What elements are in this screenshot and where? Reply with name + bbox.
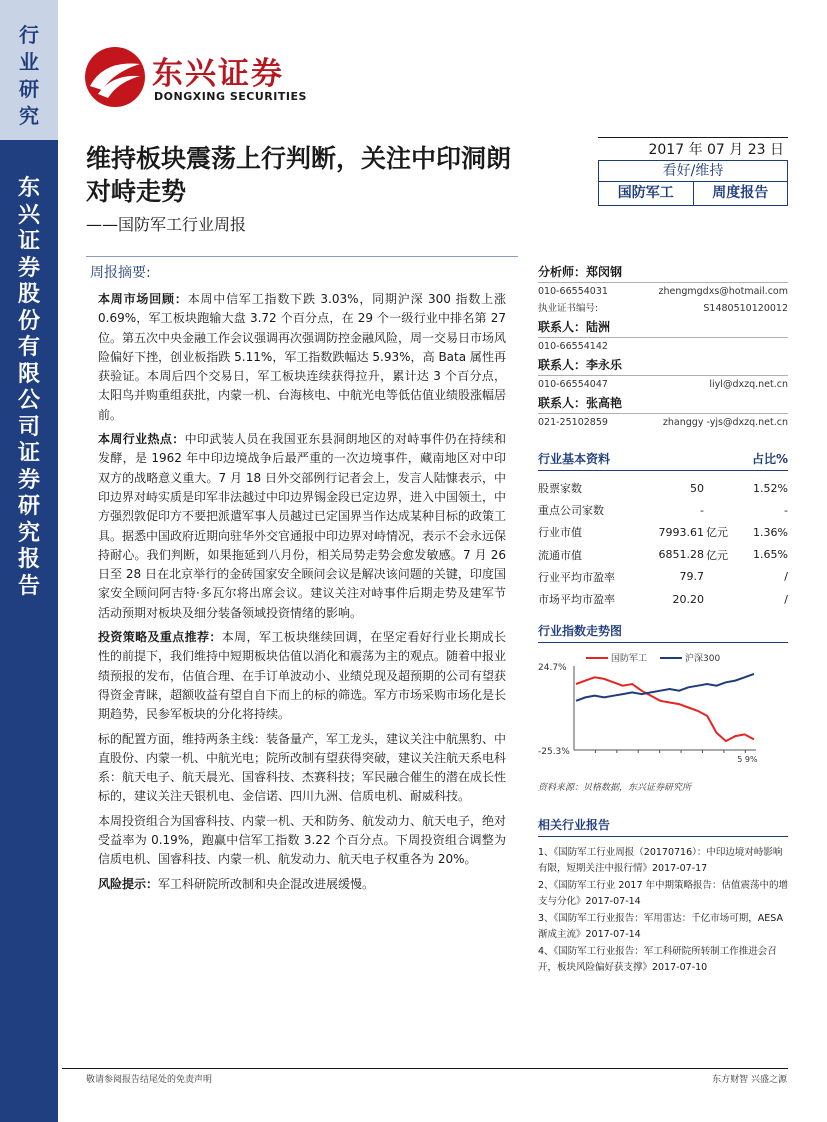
index-chart-section (538, 622, 788, 764)
analyst-name: 分析师：郑闵钢 (538, 265, 623, 279)
legend-label: 国防军工 (611, 654, 648, 664)
stat-unit (704, 477, 738, 499)
related-header (538, 816, 788, 837)
sidebar-char: 份 (17, 308, 40, 334)
paragraph-text: 本周中信军工指数下跌 3.03%，同期沪深 300 指数上涨 0.69%，军工板块跑输大盘 3.72 个百分点，在 29 个一级行业中排名第 27 位。第五次中央金融工作会议强调再次强调防控金融风险，周一交易日市场风险偏好下挫，创业板指跌 5.11%，军工指数跌幅达 5.93%，高 Bata 属性再获验证。本周后四个交易日，军工板块连续获得拉升，累计达 3 个百分点，太阳鸟并购重组获批，内蒙一机、台海核电、中航光电等低估值业绩股涨幅居前。 (98, 292, 507, 422)
stat-label: 行业平均市盈率 (538, 570, 615, 584)
contact-row (538, 338, 788, 355)
stat-unit: 亿元 (706, 526, 728, 540)
list-item[interactable]: 2、《国防军工行业 2017 年中期策略报告：估值震荡中的增支与分化》2017-07-14 (538, 880, 789, 907)
stat-unit (704, 566, 738, 588)
stat-pct: 1.65% (753, 548, 788, 562)
paragraph-lead: 风险提示： (98, 876, 159, 891)
list-item[interactable]: 1、《国防军工行业周报（20170716）：中印边境对峙影响有限，短期关注中报行情》2017-07-17 (538, 847, 783, 874)
contact-name: 联系人：张高艳 (538, 396, 623, 410)
sidebar-char: 业 (19, 50, 39, 74)
sidebar-char: 限 (17, 361, 40, 387)
tag-industry: 国防军工 (598, 182, 694, 206)
report-date: 2017 年 07 月 23 日 (648, 142, 784, 158)
sidebar-char: 公 (17, 388, 40, 413)
sidebar-char: 告 (17, 573, 40, 599)
stat-value: - (700, 503, 704, 517)
report-title: 维持板块震荡上行判断，关注中印洞朗对峙走势 (86, 144, 512, 206)
dongxing-logo-icon (84, 46, 146, 108)
report-subtitle: ——国防军工行业周报 (86, 215, 247, 234)
paragraph-text: 中印武装人员在我国亚东县洞朗地区的对峙事件仍在持续和发酵，是 1962 年中印边境战争后最严重的一次边境事件，藏南地区对中印双方的战略意义重大。7 月 18 日外交部例行记者会上，发言人陆慷表示，中印边界对峙实质是印军非法越过中印边界锡金段已定边界，进入中国领土，中方强烈敦促印方不要把派遣军事人员越过已定国界当作达成某种目标的政策工具。据悉中国政府近期向驻华外交官通报中印边界对峙情况，表示不会永远保持耐心。我们判断，如果拖延到八月份，相关局势走势会愈发敏感。7 月 26 日至 28 日在北京举行的金砖国家安全顾问会议是解决该问题的关键，印度国家安全顾问阿吉特·多瓦尔将出席会议。建议关注对峙事件后期走势及建军节活动预期对板块及细分装备领域投资情绪的影响。 (98, 432, 507, 620)
paragraph-text: 军工科研院所改制和央企混改进展缓慢。 (158, 876, 375, 891)
paragraph-lead: 本周行业热点： (98, 432, 185, 447)
sidebar-char: 有 (17, 335, 40, 360)
paragraph-market-review (98, 290, 506, 425)
x-tick-label: 5 9% (737, 755, 758, 764)
contact-name: 联系人：陆洲 (538, 320, 611, 334)
sidebar-company-label (0, 176, 58, 600)
stat-value: 20.20 (672, 592, 704, 606)
contact-row (538, 414, 788, 431)
sidebar-char: 研 (19, 77, 39, 101)
paragraph-portfolio (98, 812, 506, 870)
contact-email[interactable]: zhengmgdxs@hotmail.com (658, 286, 788, 297)
stat-pct: - (784, 503, 788, 517)
stat-value: 79.7 (679, 570, 704, 584)
y-tick-label: -25.3% (538, 747, 570, 757)
stat-label: 重点公司家数 (538, 504, 604, 518)
contact-phone: 010-66554142 (538, 341, 608, 352)
stat-pct: 1.52% (753, 481, 788, 495)
sidebar-report-type (0, 22, 58, 130)
contact-row (538, 300, 788, 317)
table-row (538, 588, 788, 610)
table-row (538, 521, 788, 543)
tag-report-type: 周度报告 (694, 182, 789, 206)
cert-label: 执业证书编号: (538, 303, 599, 314)
paragraph-industry-hotspot (98, 430, 506, 623)
contact-email[interactable]: zhanggy -yjs@dxzq.net.cn (662, 417, 788, 428)
contacts-panel (538, 262, 788, 431)
stat-unit: 亿元 (706, 548, 728, 562)
related-reports (538, 816, 788, 977)
paragraph-text: 标的配置方面，维持两条主线：装备量产，军工龙头，建议关注中航黑豹、中直股份、内蒙一机、中航光电；院所改制有望获得突破，建议关注航天系电科系：航天电子、航天晨光、国睿科技、杰赛科技；军民融合催生的潜在成长性标的，建议关注天银机电、金信诺、四川九洲、信质电机、耐威科技。 (98, 731, 507, 804)
stat-value: 7993.61 (658, 525, 704, 539)
contact-row (538, 283, 788, 300)
sidebar-char: 研 (17, 494, 40, 519)
rating-badge: 看好/维持 (598, 160, 788, 182)
footer-slogan: 东方财智 兴盛之源 (712, 1075, 787, 1085)
stat-pct: / (784, 592, 788, 606)
stat-unit (704, 588, 738, 610)
stat-unit (704, 499, 738, 521)
legend-label: 沪深300 (685, 654, 721, 664)
logo-english-name: DONGXING SECURITIES (154, 90, 307, 103)
sidebar-char: 证 (17, 441, 40, 466)
stat-pct: / (784, 570, 788, 584)
footer-disclaimer: 敬请参阅报告结尾处的免责声明 (86, 1075, 213, 1085)
sidebar-char: 报 (17, 547, 40, 572)
stat-value: 6851.28 (658, 548, 704, 562)
related-list (538, 845, 788, 975)
paragraph-allocation (98, 730, 506, 807)
contact-phone: 021-25102859 (538, 417, 608, 428)
contact-row (538, 376, 788, 393)
paragraph-strategy (98, 628, 506, 724)
sidebar-char: 兴 (17, 202, 40, 228)
date-rule (598, 137, 788, 138)
footer-rule (62, 1068, 788, 1069)
contact-name: 联系人：李永乐 (538, 358, 623, 372)
company-logo (84, 46, 314, 108)
paragraph-text: 本周投资组合为国睿科技、内蒙一机、天和防务、航发动力、航天电子，绝对受益率为 0.19%，跑赢中信军工指数 3.22 个百分点。下周投资组合调整为信质电机、国睿科技、内蒙一机、航发动力、航天电子权重各为 20%。 (98, 813, 507, 867)
paragraph-lead: 本周市场回顾： (98, 292, 188, 306)
paragraph-lead: 投资策略及重点推荐： (98, 630, 222, 645)
paragraph-text: 本周，军工板块继续回调，在坚定看好行业长期成长性的前提下，我们维持中短期板块估值以消化和震荡为主的观点。随着中报业绩预报的发布，估值合理、在手订单波动小、业绩兑现及超预期的公司有望获得资金青睐，超额收益有望自自下而上的标的筛选。军方市场采购市场化是长期趋势，民参军板块的分化将持续。 (98, 630, 507, 722)
sidebar-char: 股 (17, 282, 40, 307)
stat-label: 行业市值 (538, 526, 582, 540)
table-row (538, 477, 788, 499)
sidebar-char: 券 (17, 255, 40, 281)
index-line-chart (538, 652, 788, 772)
y-tick-label: 24.7% (538, 663, 567, 673)
summary-heading: 周报摘要: (90, 265, 151, 281)
list-item[interactable]: 4、《国防军工行业报告：军工科研院所转制工作推进会召开，板块风险偏好获支撑》2017-07-10 (538, 946, 777, 973)
stats-header (538, 450, 788, 471)
sidebar-char: 券 (17, 467, 40, 493)
chart-source: 资料来源：贝格数据，东兴证券研究所 (538, 783, 692, 793)
sidebar-char: 东 (17, 176, 40, 201)
cert-number: S1480510120012 (703, 303, 788, 314)
contact-phone: 010-66554047 (538, 379, 608, 390)
stat-value: 50 (690, 481, 704, 495)
related-heading: 相关行业报告 (538, 818, 611, 832)
stat-label: 流通市值 (538, 548, 582, 562)
table-row (538, 566, 788, 588)
series-line-0 (576, 677, 754, 741)
contact-phone: 010-66554031 (538, 286, 608, 297)
stat-label: 股票家数 (538, 482, 582, 496)
sidebar-char: 究 (17, 520, 40, 546)
table-row (538, 499, 788, 521)
summary-body (98, 290, 506, 899)
chart-heading: 行业指数走势图 (538, 624, 623, 638)
stats-heading-right: 占比% (751, 452, 788, 466)
contact-email[interactable]: liyl@dxzq.net.cn (709, 379, 788, 390)
sidebar-char: 究 (19, 104, 39, 128)
section-divider (86, 256, 518, 257)
stat-pct: 1.36% (753, 525, 788, 539)
sidebar-char: 行 (19, 23, 39, 47)
sidebar-char: 司 (17, 414, 40, 440)
industry-stats (538, 450, 788, 610)
list-item[interactable]: 3、《国防军工行业报告：军用雷达：千亿市场可期，AESA 渐成主流》2017-07-14 (538, 913, 784, 940)
sidebar-char: 证 (17, 229, 40, 254)
paragraph-risk (98, 875, 506, 894)
stats-heading: 行业基本资料 (538, 452, 611, 466)
table-row (538, 544, 788, 566)
logo-chinese-name: 东兴证券 (152, 56, 284, 92)
report-tags (598, 182, 788, 206)
chart-header (538, 622, 788, 643)
stats-table (538, 477, 788, 610)
stat-label: 市场平均市盈率 (538, 593, 615, 607)
